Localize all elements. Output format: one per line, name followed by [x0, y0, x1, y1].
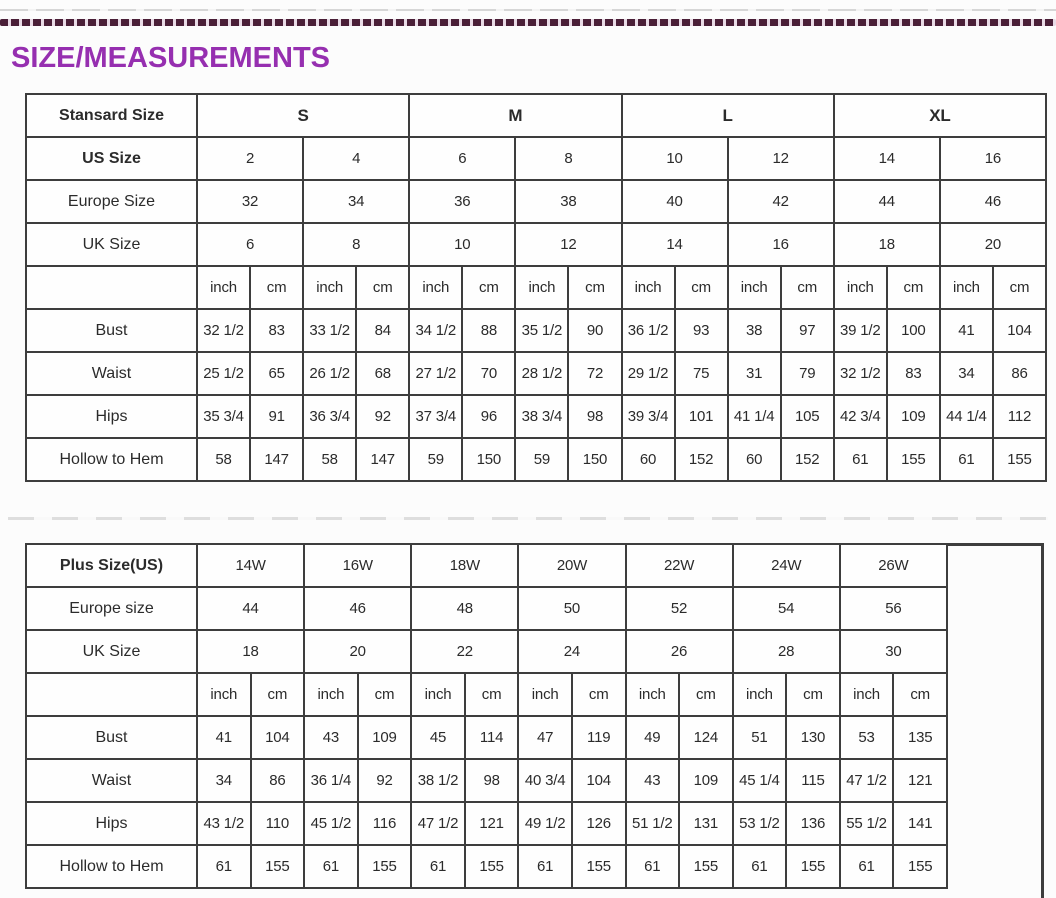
cell: cm	[462, 266, 515, 309]
cell: 155	[358, 845, 412, 888]
cell: 114	[465, 716, 519, 759]
cell: 34	[303, 180, 409, 223]
cell: 60	[728, 438, 781, 481]
table-row	[26, 309, 1046, 352]
cell: 10	[622, 137, 728, 180]
cell: 147	[250, 438, 303, 481]
cell: 131	[679, 802, 733, 845]
cell: 51 1/2	[626, 802, 680, 845]
cell: 65	[250, 352, 303, 395]
table-row	[26, 587, 947, 630]
page-title: SIZE/MEASUREMENTS	[11, 42, 331, 74]
plus-table-right-border-line	[1041, 543, 1044, 898]
cell: 24	[518, 630, 625, 673]
cell: 43	[626, 759, 680, 802]
table-row	[26, 802, 947, 845]
cell: 22W	[626, 544, 733, 587]
cell: 50	[518, 587, 625, 630]
cell: 110	[251, 802, 305, 845]
cell: 32 1/2	[197, 309, 250, 352]
cell: 109	[887, 395, 940, 438]
cell: L	[622, 94, 834, 137]
cell: 12	[728, 137, 834, 180]
cell: 44 1/4	[940, 395, 993, 438]
cell: 90	[568, 309, 621, 352]
cell: 55 1/2	[840, 802, 894, 845]
cell: 10	[409, 223, 515, 266]
cell: inch	[840, 673, 894, 716]
table-row	[26, 845, 947, 888]
table-row	[26, 673, 947, 716]
cell: 39 1/2	[834, 309, 887, 352]
cell: 6	[409, 137, 515, 180]
cell: 115	[786, 759, 840, 802]
cell: 28 1/2	[515, 352, 568, 395]
cell: 26 1/2	[303, 352, 356, 395]
row-label: Hollow to Hem	[26, 438, 197, 481]
row-label: Hollow to Hem	[26, 845, 197, 888]
cell: 98	[465, 759, 519, 802]
cell: inch	[197, 266, 250, 309]
cell: 28	[733, 630, 840, 673]
faint-top-line	[0, 9, 1056, 11]
row-label: Stansard Size	[26, 94, 197, 137]
cell: 98	[568, 395, 621, 438]
row-label: US Size	[26, 137, 197, 180]
cell: 47	[518, 716, 572, 759]
cell: 58	[197, 438, 250, 481]
cell: 45 1/4	[733, 759, 787, 802]
cell: 61	[940, 438, 993, 481]
cell: inch	[515, 266, 568, 309]
cell: cm	[572, 673, 626, 716]
row-label	[26, 266, 197, 309]
cell: 56	[840, 587, 947, 630]
cell: 40 3/4	[518, 759, 572, 802]
cell: 33 1/2	[303, 309, 356, 352]
cell: cm	[887, 266, 940, 309]
standard-size-table	[25, 93, 1047, 482]
cell: 49	[626, 716, 680, 759]
cell: 155	[572, 845, 626, 888]
cell: 20W	[518, 544, 625, 587]
cell: 25 1/2	[197, 352, 250, 395]
cell: 152	[781, 438, 834, 481]
cell: cm	[356, 266, 409, 309]
cell: 43 1/2	[197, 802, 251, 845]
cell: 119	[572, 716, 626, 759]
cell: 48	[411, 587, 518, 630]
cell: 30	[840, 630, 947, 673]
row-label: Bust	[26, 716, 197, 759]
cell: 47 1/2	[411, 802, 465, 845]
row-label: Waist	[26, 759, 197, 802]
cell: 18W	[411, 544, 518, 587]
cell: inch	[518, 673, 572, 716]
cell: S	[197, 94, 409, 137]
cell: 60	[622, 438, 675, 481]
row-label: UK Size	[26, 223, 197, 266]
cell: 8	[303, 223, 409, 266]
cell: 155	[993, 438, 1046, 481]
cell: 44	[197, 587, 304, 630]
row-label: Plus Size(US)	[26, 544, 197, 587]
cell: 38 1/2	[411, 759, 465, 802]
cell: cm	[786, 673, 840, 716]
row-label: Hips	[26, 395, 197, 438]
row-label	[26, 673, 197, 716]
cell: 14W	[197, 544, 304, 587]
cell: 61	[304, 845, 358, 888]
cell: inch	[304, 673, 358, 716]
cell: 36	[409, 180, 515, 223]
cell: 36 1/2	[622, 309, 675, 352]
cell: 37 3/4	[409, 395, 462, 438]
cell: 155	[893, 845, 947, 888]
cell: 36 1/4	[304, 759, 358, 802]
cell: 22	[411, 630, 518, 673]
cell: 105	[781, 395, 834, 438]
cell: 155	[679, 845, 733, 888]
cell: 155	[887, 438, 940, 481]
cell: 97	[781, 309, 834, 352]
cell: 86	[251, 759, 305, 802]
table-row	[26, 630, 947, 673]
cell: 24W	[733, 544, 840, 587]
cell: 34 1/2	[409, 309, 462, 352]
cell: inch	[834, 266, 887, 309]
cell: cm	[251, 673, 305, 716]
cell: 92	[356, 395, 409, 438]
cell: 46	[940, 180, 1046, 223]
cell: cm	[993, 266, 1046, 309]
cell: 41	[940, 309, 993, 352]
cell: inch	[728, 266, 781, 309]
cell: 109	[358, 716, 412, 759]
cell: 38	[728, 309, 781, 352]
cell: 58	[303, 438, 356, 481]
cell: 8	[515, 137, 621, 180]
table-row	[26, 137, 1046, 180]
cell: 52	[626, 587, 733, 630]
table-row	[26, 266, 1046, 309]
cell: 100	[887, 309, 940, 352]
row-label: Europe size	[26, 587, 197, 630]
cell: 20	[940, 223, 1046, 266]
cell: 59	[515, 438, 568, 481]
cell: 41	[197, 716, 251, 759]
cell: 104	[251, 716, 305, 759]
table-row	[26, 395, 1046, 438]
cell: 16W	[304, 544, 411, 587]
cell: 32 1/2	[834, 352, 887, 395]
cell: inch	[411, 673, 465, 716]
cell: 34	[197, 759, 251, 802]
cell: 155	[465, 845, 519, 888]
cell: inch	[303, 266, 356, 309]
cell: cm	[781, 266, 834, 309]
row-label: Bust	[26, 309, 197, 352]
row-label: Waist	[26, 352, 197, 395]
cell: 83	[250, 309, 303, 352]
cell: 61	[840, 845, 894, 888]
cell: 29 1/2	[622, 352, 675, 395]
cell: XL	[834, 94, 1046, 137]
cell: 26W	[840, 544, 947, 587]
cell: 53	[840, 716, 894, 759]
cell: 54	[733, 587, 840, 630]
table-row	[26, 94, 1046, 137]
cell: 32	[197, 180, 303, 223]
cell: 42	[728, 180, 834, 223]
cell: 124	[679, 716, 733, 759]
table-row	[26, 223, 1046, 266]
cell: 61	[518, 845, 572, 888]
cell: 68	[356, 352, 409, 395]
plus-table-top-border-extension	[948, 543, 1044, 546]
cell: 26	[626, 630, 733, 673]
cell: 130	[786, 716, 840, 759]
cell: 61	[626, 845, 680, 888]
cell: 53 1/2	[733, 802, 787, 845]
cell: cm	[465, 673, 519, 716]
cell: 14	[834, 137, 940, 180]
cell: 14	[622, 223, 728, 266]
cell: 92	[358, 759, 412, 802]
cell: 83	[887, 352, 940, 395]
cell: cm	[679, 673, 733, 716]
plus-size-table	[25, 543, 948, 889]
cell: 44	[834, 180, 940, 223]
cell: 27 1/2	[409, 352, 462, 395]
cell: 121	[465, 802, 519, 845]
cell: 35 1/2	[515, 309, 568, 352]
row-label: Hips	[26, 802, 197, 845]
table-row	[26, 544, 947, 587]
cell: 141	[893, 802, 947, 845]
cell: cm	[893, 673, 947, 716]
cell: 42 3/4	[834, 395, 887, 438]
row-label: UK Size	[26, 630, 197, 673]
cell: 2	[197, 137, 303, 180]
cell: 93	[675, 309, 728, 352]
cell: 88	[462, 309, 515, 352]
cell: 150	[462, 438, 515, 481]
cell: 46	[304, 587, 411, 630]
cell: 41 1/4	[728, 395, 781, 438]
cell: 136	[786, 802, 840, 845]
cell: cm	[250, 266, 303, 309]
cell: 79	[781, 352, 834, 395]
table-row	[26, 438, 1046, 481]
cell: 104	[572, 759, 626, 802]
cell: 20	[304, 630, 411, 673]
cell: 104	[993, 309, 1046, 352]
table-row	[26, 352, 1046, 395]
cell: 61	[733, 845, 787, 888]
cell: 135	[893, 716, 947, 759]
cell: 109	[679, 759, 733, 802]
cell: 61	[197, 845, 251, 888]
cell: cm	[568, 266, 621, 309]
cell: 101	[675, 395, 728, 438]
cell: 147	[356, 438, 409, 481]
cell: 6	[197, 223, 303, 266]
cell: 40	[622, 180, 728, 223]
cell: 150	[568, 438, 621, 481]
cell: 16	[940, 137, 1046, 180]
cell: 61	[411, 845, 465, 888]
cell: 155	[786, 845, 840, 888]
cell: 155	[251, 845, 305, 888]
cell: 47 1/2	[840, 759, 894, 802]
cell: 86	[993, 352, 1046, 395]
cell: 59	[409, 438, 462, 481]
cell: 112	[993, 395, 1046, 438]
cell: 96	[462, 395, 515, 438]
table-row	[26, 759, 947, 802]
cell: 31	[728, 352, 781, 395]
cell: inch	[940, 266, 993, 309]
cell: inch	[626, 673, 680, 716]
cell: 116	[358, 802, 412, 845]
table-row	[26, 716, 947, 759]
cell: 43	[304, 716, 358, 759]
cell: cm	[675, 266, 728, 309]
cell: 70	[462, 352, 515, 395]
cell: inch	[733, 673, 787, 716]
table-row	[26, 180, 1046, 223]
cell: 51	[733, 716, 787, 759]
cell: 18	[834, 223, 940, 266]
cell: inch	[197, 673, 251, 716]
cell: 75	[675, 352, 728, 395]
cell: 36 3/4	[303, 395, 356, 438]
cell: 34	[940, 352, 993, 395]
cell: 121	[893, 759, 947, 802]
cell: 16	[728, 223, 834, 266]
section-divider	[8, 517, 1048, 520]
cell: 39 3/4	[622, 395, 675, 438]
cell: 84	[356, 309, 409, 352]
cell: 35 3/4	[197, 395, 250, 438]
cell: 12	[515, 223, 621, 266]
dashed-divider	[0, 19, 1056, 26]
cell: inch	[622, 266, 675, 309]
cell: 126	[572, 802, 626, 845]
cell: 152	[675, 438, 728, 481]
cell: 72	[568, 352, 621, 395]
cell: 91	[250, 395, 303, 438]
cell: M	[409, 94, 621, 137]
cell: cm	[358, 673, 412, 716]
row-label: Europe Size	[26, 180, 197, 223]
cell: 49 1/2	[518, 802, 572, 845]
cell: 45	[411, 716, 465, 759]
cell: 18	[197, 630, 304, 673]
cell: 38 3/4	[515, 395, 568, 438]
cell: 4	[303, 137, 409, 180]
cell: 45 1/2	[304, 802, 358, 845]
cell: 38	[515, 180, 621, 223]
cell: 61	[834, 438, 887, 481]
cell: inch	[409, 266, 462, 309]
